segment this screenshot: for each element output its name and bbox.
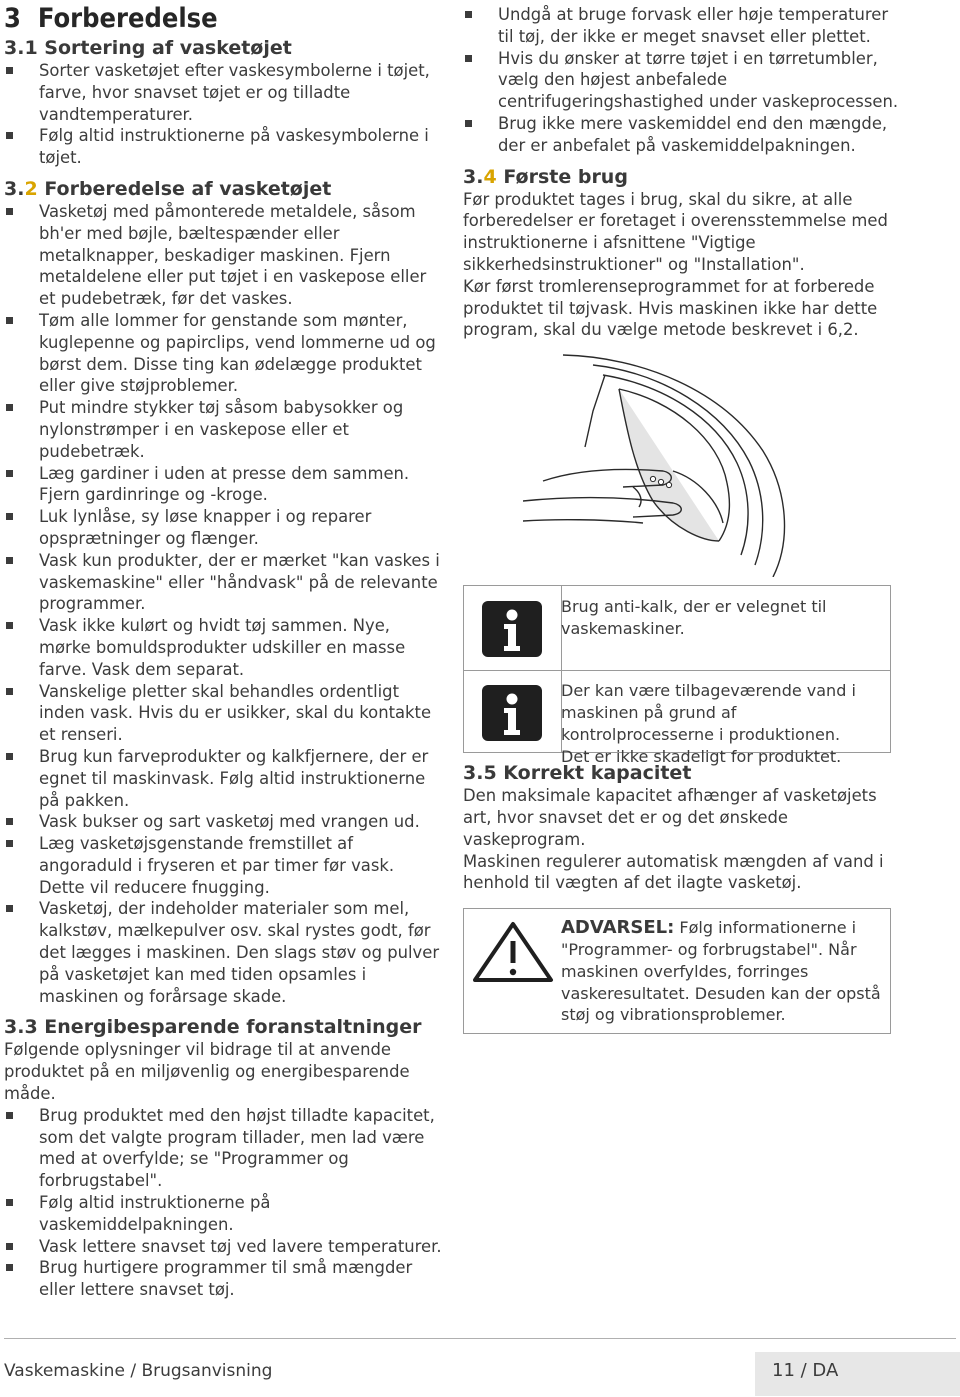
right-column [463,0,903,1034]
list-item: Følg altid instruktionerne på vaskesymbolerne i tøjet. [4,125,444,169]
info-icon [464,588,560,670]
door-illustration-svg [523,351,823,577]
list-item: Brug hurtigere programmer til små mængder eller lettere snavset tøj. [4,1257,444,1301]
section-number: 3.1 [4,37,38,59]
warning-label: ADVARSEL: [561,917,675,939]
left-column [4,0,444,1301]
washing-machine-door-illustration [523,351,823,577]
section-number-highlight: 4 [483,165,497,188]
info-notes-box [463,585,891,766]
section-3-2-heading [4,177,444,201]
warning-triangle-icon [472,921,554,983]
info-icon [464,672,560,754]
list-item: Sorter vasketøjet efter vaskesymbolerne i tøjet, farve, hvor snavset tøjet er og tilladte vandtemperaturer. [4,60,444,125]
section-number: 3.3 [4,1016,38,1039]
section-3-3-list [4,1105,444,1301]
section-title: Energibesparende foranstaltninger [44,1016,422,1039]
section-3-5-paragraph-1: Den maksimale kapacitet afhænger af vasketøjets art, hvor snavset det er og det ønskede vaskeprogram. [463,786,877,849]
chapter-title: Forberedelse [37,3,218,34]
section-number: 3.5 [463,762,497,785]
section-3-1-heading [4,36,444,60]
list-item: Vask bukser og sart vasketøj med vrangen ud. [4,811,444,833]
list-item: Vasketøj med påmonterede metaldele, såsom bh'er med bøjle, bæltespænder eller metalknapper, beskadiger maskinen. Fjern metaldelene eller put tøjet i en vaskepose eller et pudebetræk, før det vaskes. [4,201,444,310]
list-item: Vask ikke kulørt og hvidt tøj sammen. Nye, mørke bomuldsprodukter udskiller en masse farve. Vask dem separat. [4,615,444,680]
section-title: Korrekt kapacitet [503,762,692,785]
section-number: 3. [4,177,25,200]
section-3-3-intro: Følgende oplysninger vil bidrage til at anvende produktet på en miljøvenlig og energibesparende måde. [4,1040,410,1104]
list-item: Undgå at bruge forvask eller høje temperaturer til tøj, der ikke er meget snavset eller plettet. [463,4,903,48]
list-item: Følg altid instruktionerne på vaskemiddelpakningen. [4,1192,444,1236]
section-3-2-list [4,201,444,1007]
section-number-highlight: 2 [24,177,38,200]
list-item: Luk lynlåse, sy løse knapper i og reparer opsprætninger og flænger. [4,506,444,550]
section-3-5-paragraph-2: Maskinen regulerer automatisk mængden af vand i henhold til vægten af det ilagte vasketøj. [463,851,884,893]
section-3-3-heading [4,1015,444,1039]
section-3-1-list [4,60,444,169]
info-note-1: Brug anti-kalk, der er velegnet til vaskemaskiner. [561,597,827,638]
section-title: Første brug [503,165,628,188]
info-note-2: Der kan være tilbageværende vand i maskinen på grund af kontrolprocesserne i produktionen. Det er ikke skadeligt for produktet. [561,681,856,766]
footer-page-number: 11 / DA [772,1360,839,1381]
section-3-4-paragraph-2: Kør først tromlerenseprogrammet for at forberede produktet til tøjvask. Hvis maskinen ikke har dette program, skal du vælge metode beskrevet i 6,2. [463,276,878,340]
chapter-number: 3 [4,3,21,34]
section-number: 3. [463,165,484,188]
warning-text-block [561,917,884,1026]
section-title: Forberedelse af vasketøjet [44,177,332,200]
list-item: Vanskelige pletter skal behandles ordentligt inden vask. Hvis du er usikker, skal du kontakte et renseri. [4,681,444,746]
list-item: Læg vasketøjsgenstande fremstillet af angoraduld i fryseren et par timer før vask. Dette vil reducere fnugging. [4,833,444,898]
list-item: Vask lettere snavset tøj ved lavere temperaturer. [4,1236,444,1258]
list-item: Vasketøj, der indeholder materialer som mel, kalkstøv, mælkepulver osv. skal rystes godt, før det lægges i maskinen. Den slags støv og pulver på vasketøjet kan med tiden opsamles i maskinen og forårsage skade. [4,898,444,1007]
warning-text: Følg informationerne i "Programmer- og forbrugstabel". Når maskinen overfyldes, forringes vaskeresultatet. Desuden kan der opstå støj og vibrationsproblemer. [561,918,881,1025]
warning-box [463,908,891,1034]
section-3-4-heading [463,165,903,189]
chapter-heading [4,2,400,36]
list-item: Brug kun farveprodukter og kalkfjernere, der er egnet til maskinvask. Følg altid instruktionerne på pakken. [4,746,444,811]
energy-list-continued [463,4,903,157]
list-item: Hvis du ønsker at tørre tøjet i en tørretumbler, vælg den højest anbefalede centrifugeringshastighed under vaskeprocessen. [463,48,903,113]
section-title: Sortering af vasketøjet [44,37,292,59]
section-3-4-paragraph-1: Før produktet tages i brug, skal du sikre, at alle forberedelser er foretaget i overensstemmelse med instruktionerne i afsnittene "Vigtige sikkerhedsinstruktioner" og "Installation". [463,189,888,274]
footer-document-title: Vaskemaskine / Brugsanvisning [4,1361,273,1381]
footer-rule [4,1338,956,1339]
list-item: Brug ikke mere vaskemiddel end den mængde, der er anbefalet på vaskemiddelpakningen. [463,113,903,157]
list-item: Tøm alle lommer for genstande som mønter, kuglepenne og papirclips, vend lommerne ud og børst dem. Disse ting kan ødelægge produktet eller give støjproblemer. [4,310,444,397]
list-item: Brug produktet med den højst tilladte kapacitet, som det valgte program tillader, men lad være med at overfylde; se "Programmer og forbrugstabel". [4,1105,444,1192]
list-item: Put mindre stykker tøj såsom babysokker og nylonstrømper i en vaskepose eller et pudebetræk. [4,397,444,462]
list-item: Læg gardiner i uden at presse dem sammen. Fjern gardinringe og -kroge. [4,463,444,507]
list-item: Vask kun produkter, der er mærket "kan vaskes i vaskemaskine" eller "håndvask" på de relevante programmer. [4,550,444,615]
